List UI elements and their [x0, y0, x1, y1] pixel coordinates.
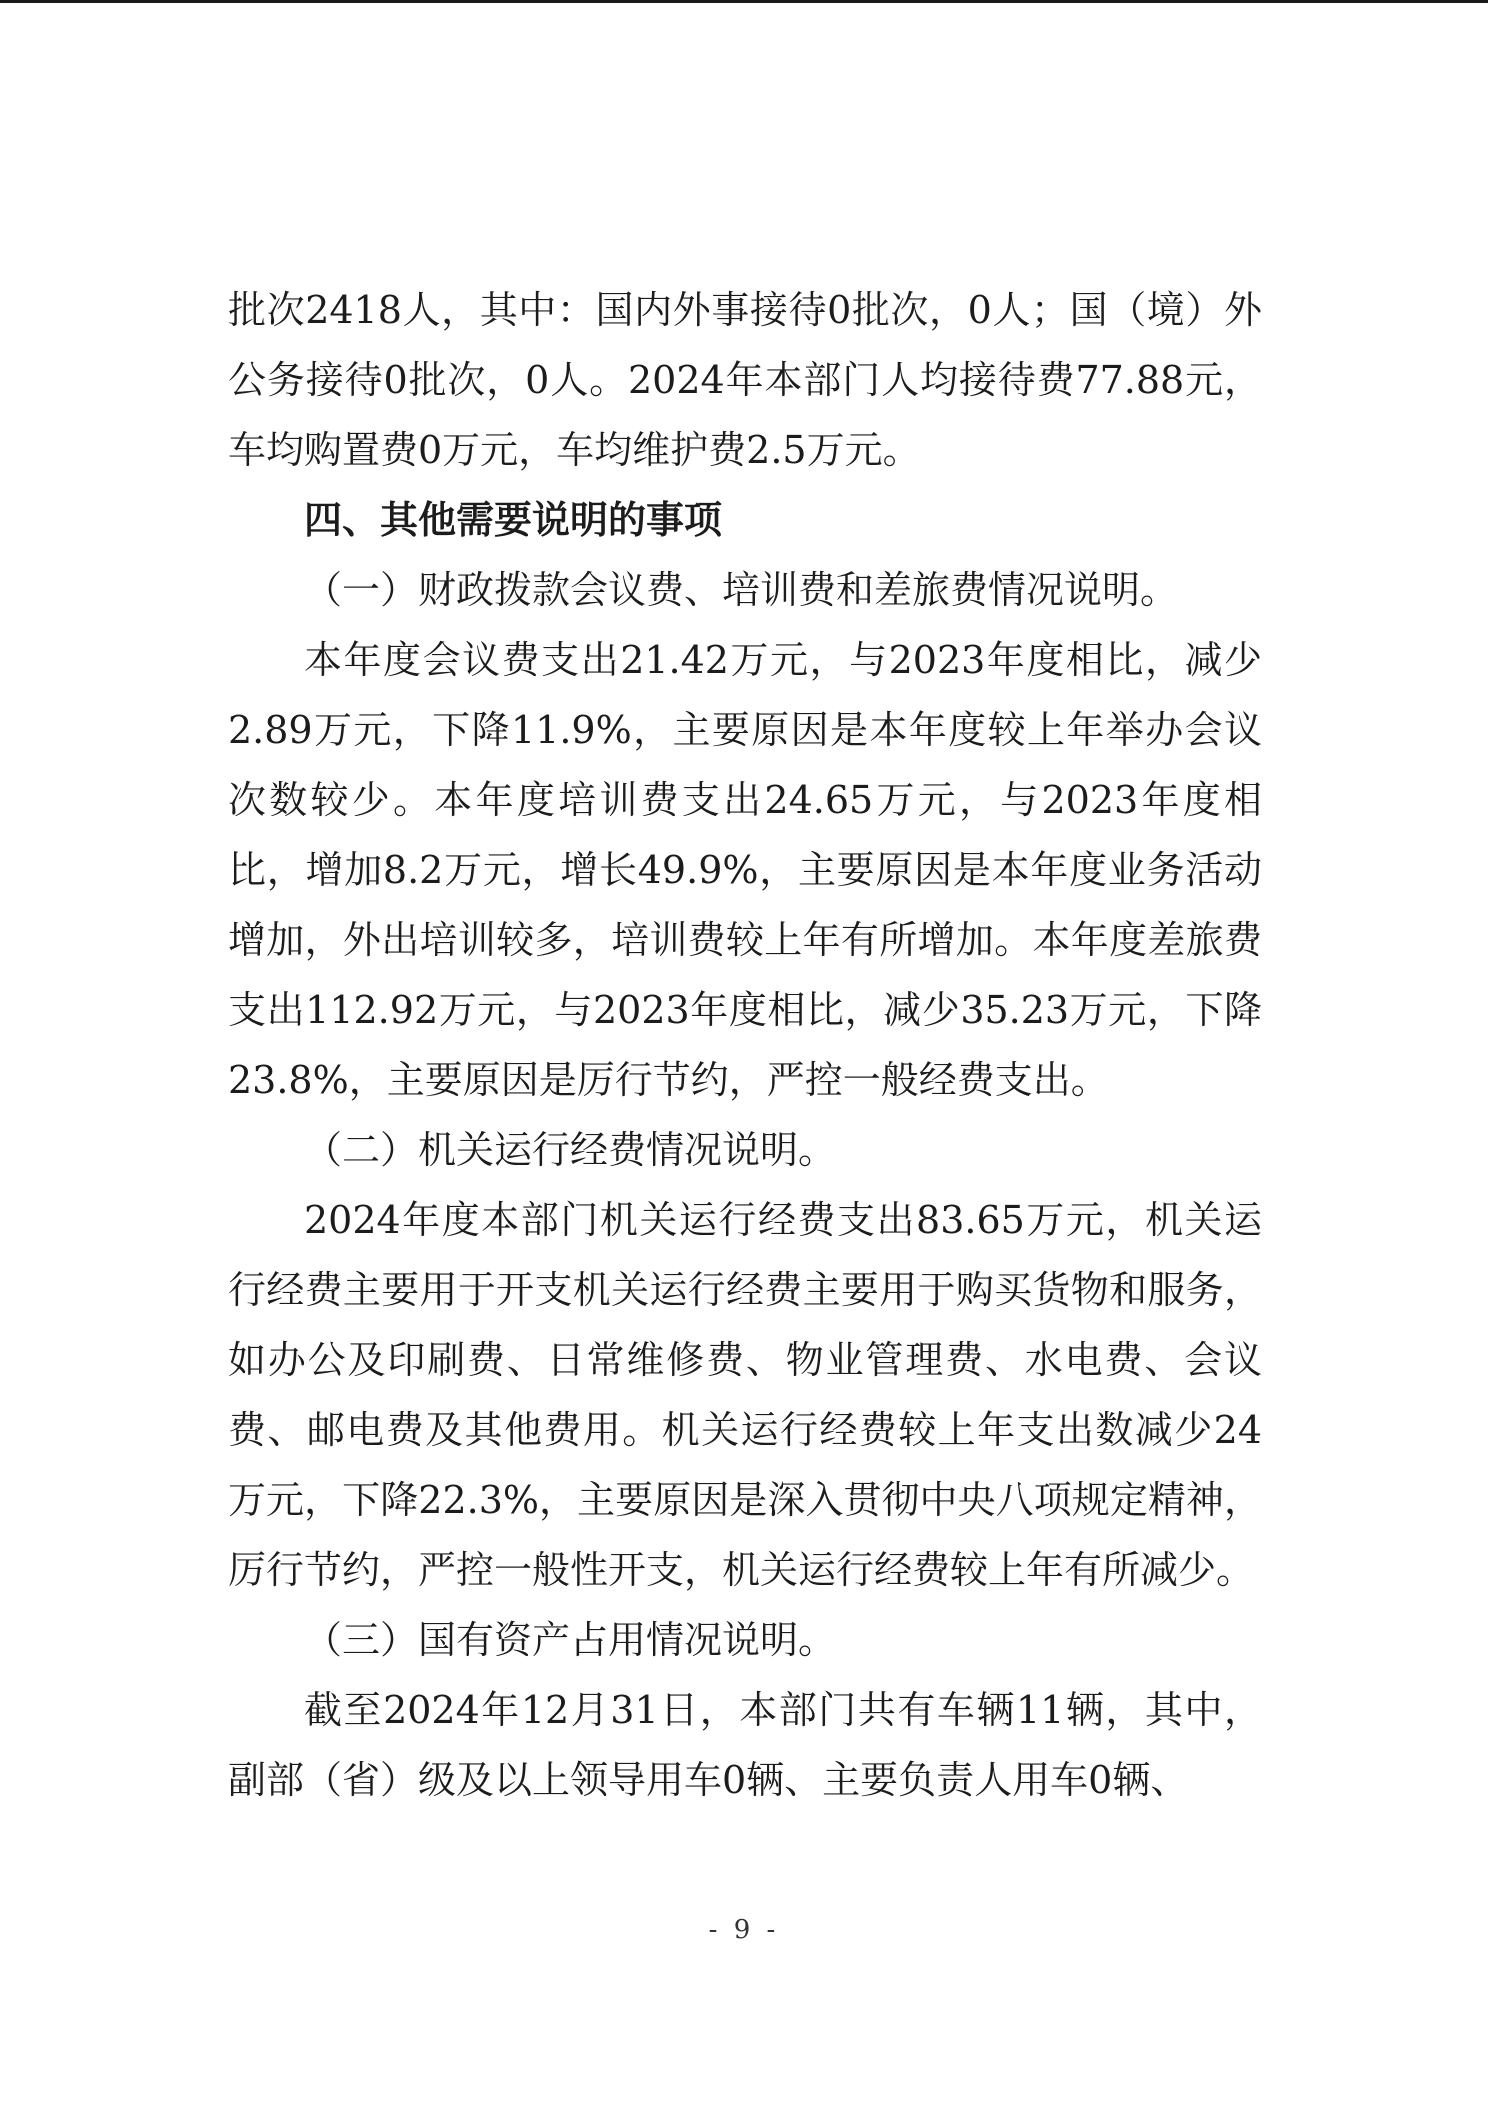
- paragraph-operating-expenses: 2024年度本部门机关运行经费支出83.65万元，机关运行经费主要用于开支机关运行经费主要用于购买货物和服务，如办公及印刷费、日常维修费、物业管理费、水电费、会议费、邮电费及其他费用。机关运行经费较上年支出数减少24万元，下降22.3%，主要原因是深入贯彻中央八项规定精神，厉行节约，严控一般性开支，机关运行经费较上年有所减少。: [228, 1198, 1262, 1592]
- page-number: - 9 -: [708, 1915, 780, 1945]
- paragraph-meeting-training-travel: 本年度会议费支出21.42万元，与2023年度相比，减少2.89万元，下降11.9%，主要原因是本年度较上年举办会议次数较少。本年度培训费支出24.65万元，与2023年度相比，增加8.2万元，增长49.9%，主要原因是本年度业务活动增加，外出培训较多，培训费较上年有所增加。本年度差旅费支出112.92万元，与2023年度相比，减少35.23万元，下降23.8%，主要原因是厉行节约，严控一般经费支出。: [228, 638, 1262, 1102]
- subheading-meeting-training-travel: （一）财政拨款会议费、培训费和差旅费情况说明。: [304, 568, 1179, 612]
- section-heading-other-matters: 四、其他需要说明的事项: [304, 497, 723, 542]
- subheading-operating-expenses: （二）机关运行经费情况说明。: [304, 1128, 837, 1172]
- paragraph-reception-stats: 批次2418人，其中：国内外事接待0批次，0人；国（境）外公务接待0批次，0人。2024年本部门人均接待费77.88元，车均购置费0万元，车均维护费2.5万元。: [228, 288, 1262, 472]
- subheading-state-assets: （三）国有资产占用情况说明。: [304, 1618, 837, 1662]
- document-body: [228, 275, 1262, 1815]
- paragraph-state-assets: 截至2024年12月31日，本部门共有车辆11辆，其中，副部（省）级及以上领导用车0辆、主要负责人用车0辆、: [228, 1688, 1262, 1802]
